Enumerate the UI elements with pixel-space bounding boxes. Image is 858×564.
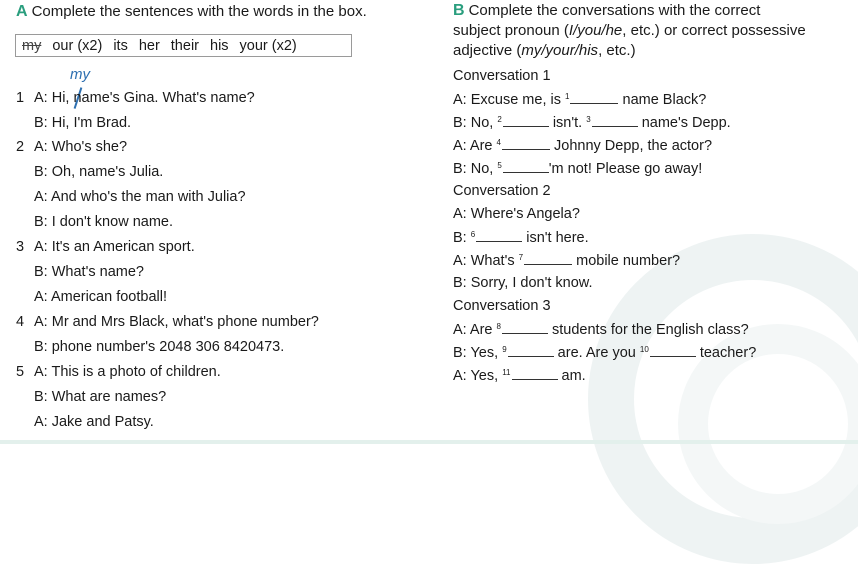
item-number: 1	[16, 90, 25, 106]
word-his: his	[210, 37, 229, 54]
dialogue-line: A: It's an American sport.	[34, 239, 195, 255]
dialogue-line: A: Where's Angela?	[453, 206, 580, 222]
dialogue-line: A: Jake and Patsy.	[34, 414, 154, 430]
word-her: her	[138, 37, 160, 54]
answer-blank[interactable]	[524, 251, 572, 265]
dialogue-line: A: This is a photo of children.	[34, 364, 221, 380]
answer-blank[interactable]	[502, 320, 548, 334]
section-b-heading: B Complete the conversations with the correct subject pronoun (I/you/he, etc.) or correct possessive adjective (my/your/his, etc.)	[453, 2, 806, 59]
bottom-bar	[0, 440, 858, 444]
dialogue-line: A: Who's she?	[34, 139, 128, 155]
dialogue-line: B: What are names?	[34, 389, 167, 405]
answer-blank[interactable]	[503, 159, 549, 173]
item-number: 4	[16, 314, 25, 330]
dialogue-line: B: No, $^5$ 'm not! Please go away!	[453, 161, 703, 177]
word-their: their	[170, 37, 199, 54]
word-my: my	[22, 37, 42, 54]
dialogue-line: B: phone number's 2048 306 8420473.	[34, 339, 285, 355]
dialogue-line: B: What's name?	[34, 264, 144, 280]
dialogue-line: B: Sorry, I don't know.	[453, 275, 593, 291]
word-our: our (x2)	[52, 37, 103, 54]
conversation-3-title: Conversation 3	[453, 298, 551, 314]
answer-blank[interactable]	[508, 343, 554, 357]
word-its: its	[113, 37, 128, 54]
answer-blank[interactable]	[512, 366, 558, 380]
dialogue-line: B: Yes, $^9$ are. Are you $^{10}$ teacher?	[453, 345, 757, 361]
section-a-letter: A	[16, 3, 28, 20]
dialogue-line: A: And who's the man with Julia?	[34, 189, 246, 205]
dialogue-line: A: Are $^8$ students for the English class?	[453, 322, 749, 338]
word-your: your (x2)	[239, 37, 297, 54]
answer-blank[interactable]	[592, 113, 638, 127]
dialogue-line: A: Hi, name's Gina. What's name?	[34, 90, 255, 106]
answer-blank[interactable]	[650, 343, 696, 357]
dialogue-line: A: Excuse me, is $^1$ name Black?	[453, 92, 707, 108]
answer-blank[interactable]	[502, 136, 550, 150]
conversation-2-title: Conversation 2	[453, 183, 551, 199]
conversation-1-title: Conversation 1	[453, 68, 551, 84]
section-a-heading	[16, 2, 367, 22]
item-number: 3	[16, 239, 25, 255]
handwritten-answer: my	[70, 66, 90, 83]
item-number: 2	[16, 139, 25, 155]
dialogue-line: B: Oh, name's Julia.	[34, 164, 164, 180]
dialogue-line: B: No, $^2$ isn't. $^3$ name's Depp.	[453, 115, 731, 131]
item-number: 5	[16, 364, 25, 380]
dialogue-line: A: What's $^7$ mobile number?	[453, 253, 681, 269]
dialogue-line: A: Are $^4$ Johnny Depp, the actor?	[453, 138, 713, 154]
word-box	[15, 34, 352, 57]
dialogue-line: A: Yes, $^{11}$ am.	[453, 368, 586, 384]
section-a-instructions: Complete the sentences with the words in the box.	[31, 3, 367, 20]
answer-blank[interactable]	[476, 228, 522, 242]
answer-blank[interactable]	[503, 113, 549, 127]
dialogue-line: B: $^6$ isn't here.	[453, 230, 589, 246]
dialogue-line: A: American football!	[34, 289, 167, 305]
dialogue-line: B: I don't know name.	[34, 214, 173, 230]
dialogue-line: B: Hi, I'm Brad.	[34, 115, 132, 131]
answer-blank[interactable]	[570, 90, 618, 104]
dialogue-line: A: Mr and Mrs Black, what's phone number?	[34, 314, 319, 330]
section-b-letter: B	[453, 2, 465, 19]
